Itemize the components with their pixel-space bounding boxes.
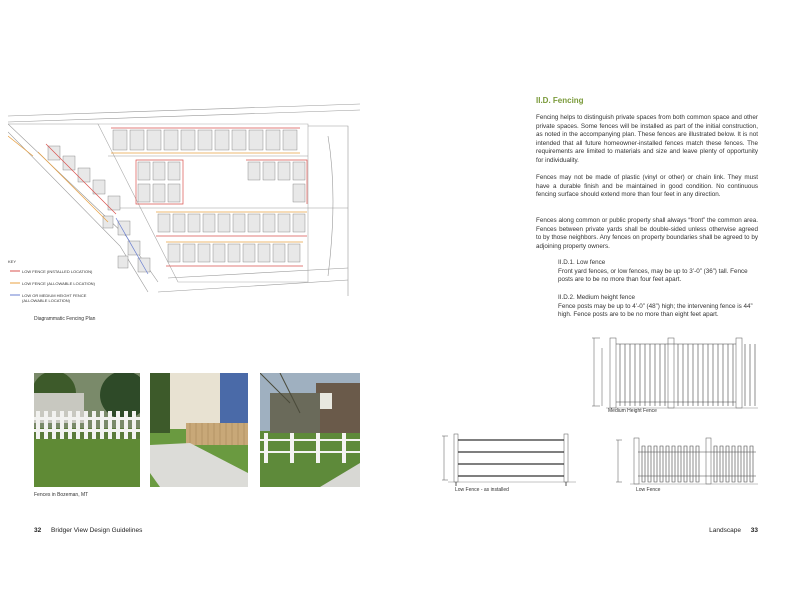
section-heading: II.D. Fencing	[536, 96, 584, 105]
page-number-right: 33	[750, 527, 758, 534]
plan-caption: Diagrammatic Fencing Plan	[34, 316, 96, 322]
legend-item-allowable: LOW FENCE (ALLOWABLE LOCATION)	[22, 281, 95, 286]
paragraph-fronting: Fences along common or public property shall always “front” the common area. Fences between private yards shall be double-sided unless otherwise agreed to by those neighbors. Any fences on property boundaries shall be agreed to by adjoining property owners.	[536, 217, 758, 250]
photo-white-picket-fence	[34, 373, 140, 487]
footer-left-title: Bridger View Design Guidelines	[51, 527, 143, 534]
page-number-left: 32	[34, 527, 42, 534]
photo-white-rail-fence	[260, 373, 366, 487]
medium-fence-caption: Medium Height Fence	[608, 408, 657, 414]
low-fence-installed-caption: Low Fence - as installed	[455, 487, 509, 493]
legend-item-installed: LOW FENCE (INSTALLED LOCATION)	[22, 269, 93, 274]
subsection-medium-fence-text: Fence posts may be up to 4’-0” (48”) high; the intervening fence is 44” high. Fence posts are to be no more than eight feet apart.	[558, 302, 753, 319]
footer-right-title: Landscape	[709, 527, 741, 534]
legend-item-medium: LOW OR MEDIUM HEIGHT FENCE (ALLOWABLE LOCATION)	[22, 293, 87, 303]
footer-right	[709, 527, 758, 534]
photo-wood-fence-sidewalk	[150, 373, 256, 487]
paragraph-intro: Fencing helps to distinguish private spaces from both common space and other private spaces. Some fences will be installed as part of the initial construction, as noted in the accompanying plan. These fences are illustrated below. It is not intended that all future homeowner-installed fences match these fences. The requirements are limited to materials and size and leave plenty of opportunity for individuality.	[536, 114, 758, 164]
low-fence-caption: Low Fence	[636, 487, 661, 493]
low-fence-drawing	[614, 436, 760, 488]
subsection-low-fence-text: Front yard fences, or low fences, may be up to 3’-0” (36”) tall. Fence posts are to be no more than four feet apart.	[558, 267, 748, 284]
subsection-low-fence-title: II.D.1. Low fence	[558, 259, 606, 266]
footer-left	[34, 527, 142, 534]
photos-caption: Fences in Bozeman, MT	[34, 492, 89, 498]
subsection-medium-fence-title: II.D.2. Medium height fence	[558, 294, 636, 301]
legend-title: KEY	[8, 259, 17, 264]
plan-legend	[10, 271, 20, 295]
low-fence-installed-drawing	[440, 432, 580, 488]
fencing-plan	[8, 96, 360, 328]
paragraph-materials: Fences may not be made of plastic (vinyl or other) or chain link. They must have a durable finish and be maintained in good condition. No continuous fencing surface should extend more than four feet in any direction.	[536, 174, 758, 199]
